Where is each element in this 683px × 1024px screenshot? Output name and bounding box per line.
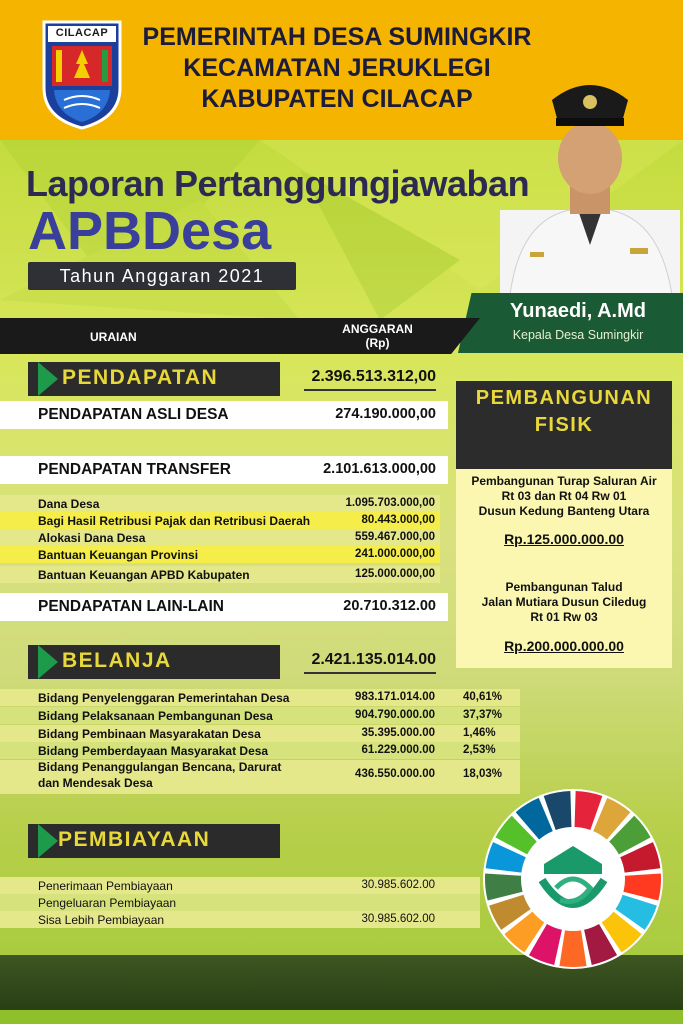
belanja-item-label: Bidang Pembinaan Masyarakatan Desa	[38, 727, 261, 741]
official-name: Yunaedi, A.Md	[510, 300, 646, 322]
header-line-1: PEMERINTAH DESA SUMINGKIR	[142, 23, 532, 51]
transfer-item-value: 1.095.703.000,00	[345, 497, 435, 509]
section-pendapatan-label: PENDAPATAN	[62, 366, 219, 389]
crest-text: CILACAP	[55, 27, 109, 39]
col-anggaran-line2: (Rp)	[365, 336, 390, 350]
project-1-line1: Pembangunan Turap Saluran Air	[471, 474, 657, 488]
project-2-line3: Rt 01 Rw 03	[530, 610, 598, 624]
pembiayaan-item-label: Sisa Lebih Pembiayaan	[38, 913, 165, 927]
pendapatan-total: 2.396.513.312,00	[304, 365, 436, 391]
belanja-item-pct: 37,37%	[463, 709, 503, 721]
belanja-item-label: Bidang Pelaksanaan Pembangunan Desa	[38, 709, 273, 723]
pf-title-line1: PEMBANGUNAN	[475, 387, 653, 409]
pembiayaan-item-label: Pengeluaran Pembiayaan	[38, 896, 177, 910]
pendapatan-lain-label: PENDAPATAN LAIN-LAIN	[38, 598, 224, 615]
pendapatan-transfer-label: PENDAPATAN TRANSFER	[38, 461, 231, 478]
belanja-total: 2.421.135.014.00	[304, 648, 436, 674]
col-anggaran	[330, 322, 425, 350]
transfer-item-value: 559.467.000,00	[355, 531, 435, 543]
header-line-2: KECAMATAN JERUKLEGI	[183, 54, 491, 82]
report-subtitle: APBDesa	[28, 201, 272, 261]
sdg-wheel-icon	[482, 788, 664, 970]
belanja-item-pct: 40,61%	[463, 691, 503, 703]
transfer-item-label: Bantuan Keuangan APBD Kabupaten	[38, 568, 250, 582]
belanja-item-value: 904.790.000.00	[355, 709, 435, 721]
project-2-amount: Rp.200.000.000.00	[504, 638, 624, 654]
belanja-item-pct: 2,53%	[463, 744, 496, 756]
project-1-desc	[456, 474, 672, 519]
pembiayaan-item-label: Penerimaan Pembiayaan	[38, 879, 173, 893]
transfer-item-label: Dana Desa	[38, 497, 100, 511]
pf-title-line2: FISIK	[534, 414, 594, 436]
pendapatan-asli-value: 274.190.000,00	[335, 406, 436, 422]
transfer-item-label: Bantuan Keuangan Provinsi	[38, 548, 199, 562]
belanja-item-value: 983.171.014.00	[355, 691, 435, 703]
report-title: Laporan Pertanggungjawaban	[26, 163, 530, 204]
project-1-amount: Rp.125.000.000.00	[504, 531, 624, 547]
pembiayaan-item-value: 30.985.602.00	[361, 913, 435, 925]
header-line-3: KABUPATEN CILACAP	[201, 85, 473, 113]
pendapatan-asli-label: PENDAPATAN ASLI DESA	[38, 406, 229, 423]
transfer-item-label: Alokasi Dana Desa	[38, 531, 146, 545]
footer-band-light	[0, 1010, 683, 1024]
col-uraian: URAIAN	[90, 330, 137, 344]
section-belanja-label: BELANJA	[62, 649, 172, 672]
belanja-last-value: 436.550.000.00	[355, 768, 435, 780]
belanja-item-pct: 1,46%	[463, 727, 496, 739]
belanja-item-value: 61.229.000.00	[361, 744, 435, 756]
header-title	[112, 22, 562, 115]
fiscal-year-badge: Tahun Anggaran 2021	[28, 262, 296, 290]
col-anggaran-line1: ANGGARAN	[342, 322, 413, 336]
belanja-last-label-2: dan Mendesak Desa	[38, 776, 153, 790]
belanja-last-pct: 18,03%	[463, 768, 503, 780]
official-position: Kepala Desa Sumingkir	[512, 328, 644, 342]
pendapatan-transfer-value: 2.101.613.000,00	[323, 461, 436, 477]
transfer-item-value: 125.000.000,00	[355, 568, 435, 580]
project-2-desc	[456, 580, 672, 625]
belanja-item-label: Bidang Penyelenggaran Pemerintahan Desa	[38, 691, 290, 705]
project-2-line2: Jalan Mutiara Dusun Ciledug	[481, 595, 647, 609]
transfer-item-label: Bagi Hasil Retribusi Pajak dan Retribusi Daerah	[38, 514, 311, 528]
sdg-wheel-svg	[482, 788, 664, 970]
pendapatan-lain-value: 20.710.312.00	[343, 598, 436, 614]
pembangunan-fisik-title	[456, 385, 672, 439]
transfer-item-value: 241.000.000,00	[355, 548, 435, 560]
transfer-item-value: 80.443.000,00	[361, 514, 435, 526]
project-1-line3: Dusun Kedung Banteng Utara	[478, 504, 650, 518]
project-2-line1: Pembangunan Talud	[505, 580, 623, 594]
belanja-last-label-1: Bidang Penanggulangan Bencana, Darurat	[38, 760, 282, 774]
project-1-line2: Rt 03 dan Rt 04 Rw 01	[501, 489, 627, 503]
section-pembiayaan-label: PEMBIAYAAN	[58, 828, 211, 851]
belanja-item-label: Bidang Pemberdayaan Masyarakat Desa	[38, 744, 269, 758]
official-portrait	[500, 60, 680, 295]
belanja-item-value: 35.395.000.00	[361, 727, 435, 739]
pembiayaan-item-value: 30.985.602.00	[361, 879, 435, 891]
